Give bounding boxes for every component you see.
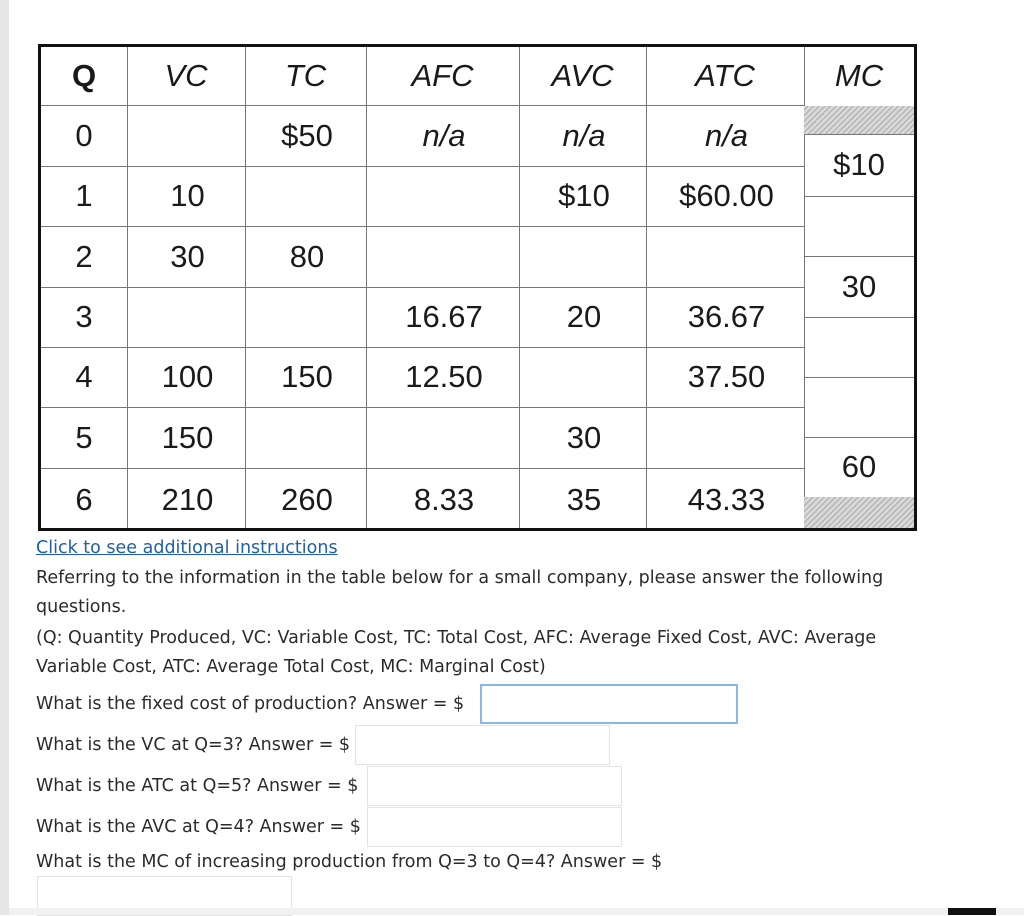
cell-q-row3: 3 (75, 299, 93, 334)
header-atc: ATC (695, 58, 755, 93)
cell-atc-row3: 36.67 (687, 299, 766, 334)
cell-avc-row0: n/a (562, 117, 606, 153)
cell-vc-row0 (130, 106, 245, 165)
question-avc-q4: What is the AVC at Q=4? Answer = $ (36, 817, 361, 837)
cell-tc-row0: $50 (281, 117, 333, 153)
cell-q-row5: 5 (75, 419, 93, 455)
cell-afc-row3: 16.67 (405, 299, 483, 334)
cell-atc-row6: 43.33 (687, 481, 766, 517)
cell-avc-row2 (522, 227, 646, 286)
cell-tc-row5 (248, 408, 366, 467)
cell-afc-row5 (369, 408, 519, 467)
legend-text-line1: (Q: Quantity Produced, VC: Variable Cost, TC: Total Cost, AFC: Average Fixed Cost, AVC: Average (36, 628, 877, 648)
cell-atc-row1: $60.00 (679, 178, 774, 213)
cell-atc-row4: 37.50 (687, 359, 766, 394)
cell-avc-row5: 30 (566, 419, 602, 455)
cell-vc-row2: 30 (170, 238, 205, 274)
intro-text-line2: questions. (36, 597, 127, 617)
header-vc: VC (164, 58, 208, 93)
cell-q-row0: 0 (75, 117, 93, 153)
cell-q-row4: 4 (75, 359, 93, 394)
header-mc: MC (834, 58, 884, 93)
cell-atc-row2 (649, 227, 804, 286)
cell-tc-row2: 80 (289, 238, 325, 274)
cell-vc-row5: 150 (161, 419, 214, 455)
question-atc-q5: What is the ATC at Q=5? Answer = $ (36, 776, 359, 796)
header-tc: TC (284, 58, 327, 93)
cost-table (38, 44, 917, 531)
cell-vc-row6: 210 (161, 481, 214, 517)
cell-vc-row1: 10 (170, 178, 205, 213)
legend-text-line2: Variable Cost, ATC: Average Total Cost, MC: Marginal Cost) (36, 657, 546, 677)
cell-atc-row0: n/a (704, 117, 749, 153)
cell-q-row1: 1 (75, 178, 93, 213)
cell-avc-row4 (522, 348, 646, 406)
header-q: Q (71, 58, 97, 93)
cell-avc-row1: $10 (558, 178, 610, 213)
mc-hatch-top (804, 106, 914, 134)
atc-q5-answer-input[interactable] (367, 766, 622, 806)
mc-cell-0-1: $10 (833, 147, 885, 182)
cell-tc-row1 (248, 167, 366, 225)
header-afc: AFC (411, 58, 474, 93)
instructions-link[interactable]: Click to see additional instructions (36, 538, 338, 558)
mc-cell-1-2 (804, 196, 914, 256)
cell-q-row6: 6 (75, 481, 93, 517)
mc-cell-3-4 (804, 317, 914, 377)
cell-q-row2: 2 (75, 238, 93, 274)
avc-q4-answer-input[interactable] (367, 807, 622, 847)
cell-afc-row1 (369, 167, 519, 225)
mc-hatch-bottom (804, 497, 914, 528)
question-mc-q3-q4: What is the MC of increasing production from Q=3 to Q=4? Answer = $ (36, 852, 663, 872)
cell-vc-row4: 100 (161, 359, 214, 394)
cell-avc-row3: 20 (566, 299, 602, 334)
mc-cell-5-6: 60 (841, 449, 877, 484)
left-edge-bar (0, 0, 9, 915)
intro-text-line1: Referring to the information in the table below for a small company, please answer the following (36, 568, 884, 588)
header-avc: AVC (551, 58, 614, 93)
question-fixed-cost: What is the fixed cost of production? Answer = $ (36, 694, 465, 714)
mc-cell-4-5 (804, 377, 914, 437)
cell-afc-row2 (369, 227, 519, 286)
cell-afc-row6: 8.33 (413, 481, 475, 517)
cell-tc-row4: 150 (281, 359, 333, 394)
corner-mark (948, 908, 996, 915)
cell-atc-row5 (649, 408, 804, 467)
cell-tc-row3 (248, 288, 366, 346)
mc-cell-2-3: 30 (841, 268, 877, 304)
cell-afc-row4: 12.50 (405, 359, 483, 394)
question-vc-q3: What is the VC at Q=3? Answer = $ (36, 735, 351, 755)
cell-vc-row3 (130, 288, 245, 346)
fixed-cost-answer-input[interactable] (480, 684, 738, 724)
cell-afc-row0: n/a (422, 117, 466, 153)
cell-tc-row6: 260 (281, 481, 333, 517)
bottom-strip (9, 908, 1024, 915)
cell-avc-row6: 35 (566, 481, 602, 517)
vc-q3-answer-input[interactable] (355, 725, 610, 765)
